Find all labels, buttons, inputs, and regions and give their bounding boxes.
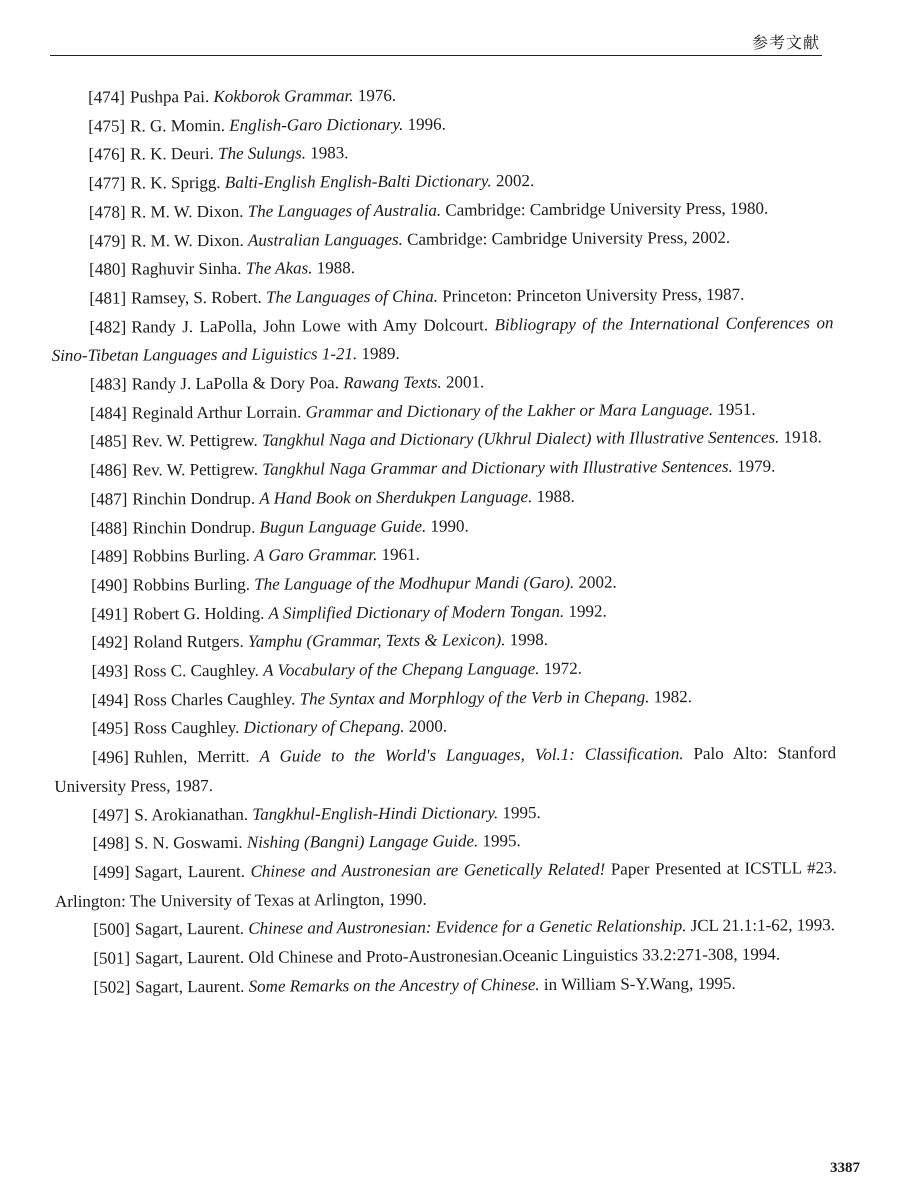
reference-title: Australian Languages.	[247, 229, 403, 250]
reference-entry	[52, 452, 834, 485]
reference-entry	[51, 194, 833, 227]
reference-author: Rinchin Dondrup.	[132, 488, 256, 509]
reference-entry	[51, 280, 833, 313]
reference-entry	[51, 309, 833, 371]
reference-number: [495]	[91, 718, 129, 739]
reference-number: [491]	[91, 604, 129, 624]
reference-author: Pushpa Pai.	[129, 87, 210, 107]
reference-title: The Language of the Modhupur Mandi (Garo).	[254, 572, 575, 594]
reference-author: Sagart, Laurent.	[135, 976, 245, 997]
reference-details: 1988.	[316, 258, 356, 278]
reference-number: [482]	[89, 317, 127, 337]
reference-details: 1995.	[482, 831, 521, 851]
reference-number: [489]	[90, 546, 128, 567]
reference-number: [498]	[92, 833, 130, 854]
reference-details: 1995.	[502, 802, 541, 822]
reference-details: Cambridge: Cambridge University Press, 2002.	[407, 227, 731, 249]
reference-number: [499]	[92, 862, 130, 882]
reference-number: [492]	[91, 632, 129, 653]
reference-title: A Guide to the World's Languages, Vol.1: Classification.	[259, 744, 684, 766]
reference-number: [487]	[90, 489, 128, 509]
reference-author: Sagart, Laurent.	[134, 861, 246, 882]
reference-number: [477]	[88, 173, 126, 193]
reference-title: Tangkhul-English-Hindi Dictionary.	[252, 802, 499, 824]
reference-title: Bugun Language Guide.	[259, 516, 427, 537]
reference-details: 1918.	[783, 427, 822, 447]
reference-number: [496]	[92, 747, 129, 767]
reference-author: R. M. W. Dixon.	[130, 201, 244, 222]
reference-author: R. G. Momin.	[130, 115, 226, 136]
reference-author: R. K. Deuri.	[130, 144, 214, 164]
reference-details: 1996.	[407, 114, 446, 134]
reference-details: 2001.	[445, 372, 485, 392]
reference-number: [502]	[93, 977, 131, 997]
reference-author: Robbins Burling.	[132, 546, 250, 566]
reference-title: The Sulungs.	[218, 143, 306, 164]
reference-details: 1992.	[568, 601, 607, 621]
reference-list	[50, 79, 838, 1002]
reference-number: [478]	[88, 202, 126, 222]
reference-author: Ross Caughley.	[133, 718, 240, 738]
reference-title: A Vocabulary of the Chepang Language.	[263, 659, 540, 680]
reference-title: Some Remarks on the Ancestry of Chinese.	[248, 974, 540, 996]
reference-title: Tangkhul Naga Grammar and Dictionary with Illustrative Sentences.	[262, 456, 733, 479]
reference-author: R. M. W. Dixon.	[130, 230, 244, 251]
reference-entry	[55, 969, 837, 1002]
reference-number: [500]	[93, 919, 131, 940]
reference-details: 1982.	[653, 686, 693, 707]
reference-title: Balti-English English-Balti Dictionary.	[224, 171, 492, 193]
reference-author: Raghuvir Sinha.	[130, 259, 242, 279]
reference-details: 2002.	[495, 171, 535, 191]
reference-title: Kokborok Grammar.	[213, 86, 354, 107]
reference-number: [488]	[90, 518, 128, 538]
reference-number: [474]	[88, 87, 125, 107]
reference-details: 1988.	[536, 486, 575, 506]
reference-author: Rinchin Dondrup.	[132, 517, 256, 538]
header-rule	[50, 55, 822, 56]
reference-number: [485]	[90, 431, 128, 452]
reference-details: Cambridge: Cambridge University Press, 1980.	[445, 198, 769, 220]
reference-number: [494]	[91, 690, 129, 710]
reference-details: Princeton: Princeton University Press, 1987.	[442, 284, 745, 306]
reference-details: JCL 21.1:1-62, 1993.	[690, 915, 836, 936]
reference-number: [490]	[91, 575, 128, 595]
reference-number: [479]	[88, 231, 126, 251]
reference-author: Robbins Burling.	[132, 574, 251, 595]
reference-number: [493]	[91, 661, 129, 681]
reference-entry	[55, 854, 837, 916]
reference-title: Chinese and Austronesian are Genetically Related!	[250, 859, 606, 881]
reference-author: S. N. Goswami.	[134, 833, 243, 853]
reference-title: Tangkhul Naga and Dictionary (Ukhrul Dialect) with Illustrative Sentences.	[261, 427, 780, 451]
reference-details: 1961.	[381, 544, 420, 565]
reference-author: Roland Rutgers.	[133, 632, 244, 652]
reference-number: [480]	[89, 259, 127, 279]
reference-details: 1976.	[357, 85, 397, 106]
running-header: 参考文献	[751, 33, 820, 52]
reference-details: in William S-Y.Wang, 1995.	[543, 973, 736, 994]
reference-title: Chinese and Austronesian: Evidence for a Genetic Relationship.	[248, 916, 687, 939]
reference-author: Ramsey, S. Robert.	[131, 287, 262, 308]
reference-details: 1990.	[430, 515, 469, 536]
reference-details: 1972.	[543, 658, 583, 679]
reference-entry	[54, 739, 836, 801]
reference-author: Rev. W. Pettigrew.	[131, 431, 258, 451]
reference-details: 1989.	[361, 344, 400, 364]
reference-number: [501]	[93, 948, 131, 968]
reference-title: The Languages of China.	[265, 286, 438, 307]
page-number: 3387	[830, 1160, 860, 1176]
reference-author: Sagart, Laurent. Old Chinese and Proto-Austronesian.Oceanic Linguistics 33.2:271-308, 1994.	[135, 944, 781, 968]
reference-author: Rev. W. Pettigrew.	[132, 459, 259, 480]
reference-author: R. K. Sprigg.	[130, 173, 221, 193]
reference-title: The Akas.	[245, 258, 313, 279]
reference-title: A Hand Book on Sherdukpen Language.	[259, 486, 533, 508]
reference-author: Randy J. LaPolla & Dory Poa.	[131, 373, 340, 394]
reference-details: Paper Presented at ICSTLL #23. Arlington: The University of Texas at Arlington, 1990.	[54, 858, 837, 911]
reference-number: [483]	[89, 374, 127, 394]
reference-author: Ross Charles Caughley.	[133, 689, 296, 710]
reference-author: Ross C. Caughley.	[133, 660, 259, 681]
reference-title: A Simplified Dictionary of Modern Tongan.	[268, 601, 565, 623]
reference-author: Sagart, Laurent.	[134, 919, 245, 939]
reference-title: Bibliograpy of the International Conferences on Sino-Tibetan Languages and Liguistics 1-21.	[51, 312, 834, 366]
reference-title: A Garo Grammar.	[254, 545, 378, 566]
reference-title: Rawang Texts.	[343, 372, 442, 393]
reference-title: English-Garo Dictionary.	[229, 114, 404, 135]
reference-title: Grammar and Dictionary of the Lakher or Mara Language.	[305, 399, 714, 422]
reference-title: The Languages of Australia.	[247, 200, 442, 221]
reference-number: [486]	[90, 460, 128, 480]
reference-details: 2002.	[578, 572, 617, 592]
reference-title: The Syntax and Morphlogy of the Verb in Chepang.	[299, 687, 650, 709]
reference-number: [497]	[92, 805, 130, 825]
reference-author: Robert G. Holding.	[133, 603, 265, 624]
reference-title: Yamphu (Grammar, Texts & Lexicon).	[247, 630, 506, 652]
reference-details: 2000.	[408, 717, 448, 737]
reference-title: Nishing (Bangni) Langage Guide.	[246, 831, 479, 853]
reference-number: [484]	[89, 403, 127, 423]
reference-details: 1979.	[737, 456, 776, 476]
reference-entry	[51, 223, 833, 256]
reference-number: [481]	[89, 288, 127, 308]
reference-author: Randy J. LaPolla, John Lowe with Amy Dolcourt.	[131, 314, 489, 337]
reference-title: Dictionary of Chepang.	[243, 717, 405, 738]
reference-details: 1998.	[509, 630, 549, 650]
reference-author: Reginald Arthur Lorrain.	[131, 402, 302, 423]
reference-details: 1983.	[310, 143, 349, 163]
reference-details: 1951.	[717, 399, 756, 419]
reference-number: [476]	[88, 144, 126, 165]
reference-entry	[55, 940, 837, 973]
reference-author: S. Arokianathan.	[134, 804, 249, 825]
reference-author: Ruhlen, Merritt.	[133, 746, 250, 767]
reference-details: Palo Alto: Stanford University Press, 1987.	[54, 743, 837, 796]
reference-number: [475]	[88, 116, 126, 136]
